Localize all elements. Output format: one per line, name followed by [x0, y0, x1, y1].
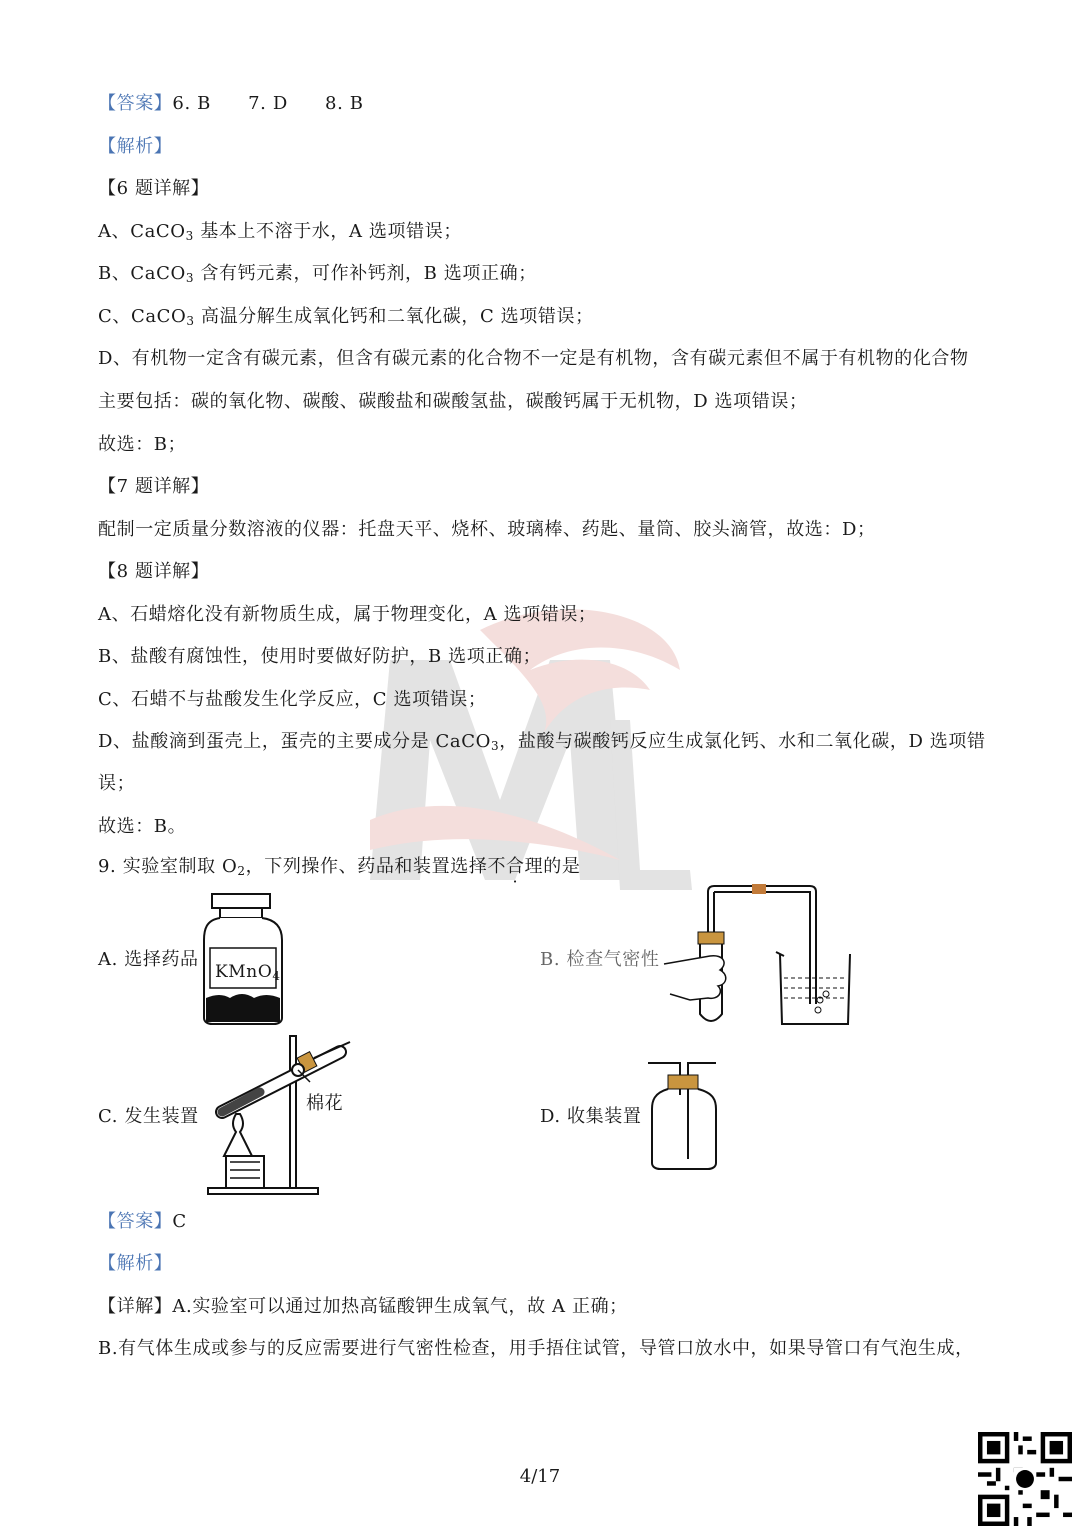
q6-option-a — [98, 220, 462, 248]
bottle-label — [215, 960, 281, 988]
q9-option-a-label: A. 选择药品 — [98, 949, 199, 970]
q9-stem-pre: 9. 实验室制取 O — [98, 856, 238, 877]
q9-stem-mid: ，下列操作、药品和装置选择 — [245, 856, 488, 877]
q6-c-pre: C、CaCO — [98, 306, 187, 327]
q8-choice: 故选：B。 — [98, 816, 187, 837]
q6-option-d-line2: 主要包括：碳的氧化物、碳酸、碳酸盐和碳酸氢盐，碳酸钙属于无机物，D 选项错误； — [98, 391, 808, 412]
bottle-label-text: KMnO — [215, 962, 273, 982]
detail-line2: B.有气体生成或参与的反应需要进行气密性检查，用手捂住试管，导管口放水中，如果导管口有气泡生成， — [98, 1338, 974, 1359]
q6-a-sub: 3 — [185, 229, 194, 243]
detail-tag: 【详解】 — [98, 1296, 173, 1317]
q8-d-post: ，盐酸与碳酸钙反应生成氯化钙、水和二氧化碳，D 选项错 — [499, 731, 986, 752]
answer-tag: 【答案】 — [98, 93, 173, 114]
q8-heading: 【8 题详解】 — [98, 561, 210, 582]
q6-option-d-line1: D、有机物一定含有碳元素，但含有碳元素的化合物不一定是有机物，含有碳元素但不属于有机物的化合物 — [98, 348, 969, 369]
cotton-label: 棉花 — [306, 1093, 344, 1114]
q8-option-c: C、石蜡不与盐酸发生化学反应，C 选项错误； — [98, 689, 487, 710]
answer-tag-2: 【答案】 — [98, 1211, 173, 1232]
answer-line-9 — [98, 1210, 187, 1234]
q9-option-b-label: B. 检查气密性 — [540, 949, 660, 970]
q8-d-pre: D、盐酸滴到蛋壳上，蛋壳的主要成分是 CaCO — [98, 731, 491, 752]
q9-stem-post: 的是 — [543, 856, 581, 877]
qr-code[interactable] — [978, 1432, 1072, 1526]
analysis-tag: 【解析】 — [98, 136, 173, 157]
q6-a-pre: A、CaCO — [98, 221, 186, 242]
page-number: 4/17 — [519, 1466, 561, 1487]
analysis-tag-2: 【解析】 — [98, 1253, 173, 1274]
q6-c-sub: 3 — [186, 314, 195, 328]
answer-values: 6. B 7. D 8. B — [172, 93, 364, 114]
q6-option-b — [98, 262, 537, 290]
bottle-label-sub: 4 — [272, 969, 281, 983]
q6-b-pre: B、CaCO — [98, 263, 186, 284]
q9-option-c-label: C. 发生装置 — [98, 1106, 199, 1127]
q8-option-a: A、石蜡熔化没有新物质生成，属于物理变化，A 选项错误； — [98, 604, 597, 625]
q6-b-post: 含有钙元素，可作补钙剂，B 选项正确； — [194, 263, 537, 284]
q6-option-c — [98, 305, 594, 333]
q6-b-sub: 3 — [185, 271, 195, 285]
airtightness-figure — [660, 884, 860, 1032]
q7-text: 配制一定质量分数溶液的仪器：托盘天平、烧杯、玻璃棒、药匙、量筒、胶头滴管，故选：D； — [98, 519, 876, 540]
q9-stem-emphasis: 不合理 — [487, 856, 544, 877]
q9-stem — [98, 855, 580, 883]
detail-line1 — [98, 1295, 628, 1319]
answer-value-2: C — [172, 1211, 187, 1232]
q6-choice: 故选：B； — [98, 434, 187, 455]
q8-option-d — [98, 730, 986, 758]
q6-heading: 【6 题详解】 — [98, 178, 210, 199]
collection-bottle-figure — [640, 1055, 730, 1175]
q8-d-sub: 3 — [491, 739, 500, 753]
q8-option-d-line2: 误； — [98, 773, 136, 794]
q8-option-b: B、盐酸有腐蚀性，使用时要做好防护，B 选项正确； — [98, 646, 542, 667]
reagent-bottle-figure — [200, 890, 286, 1026]
q9-stem-sub: 2 — [237, 864, 246, 878]
q9-option-d-label: D. 收集装置 — [540, 1106, 642, 1127]
answer-line-6-8 — [98, 92, 364, 116]
q6-c-post: 高温分解生成氧化钙和二氧化碳，C 选项错误； — [194, 306, 594, 327]
q6-a-post: 基本上不溶于水，A 选项错误； — [193, 221, 462, 242]
detail-text-1: A.实验室可以通过加热高锰酸钾生成氧气，故 A 正确； — [172, 1296, 628, 1317]
q7-heading: 【7 题详解】 — [98, 476, 210, 497]
